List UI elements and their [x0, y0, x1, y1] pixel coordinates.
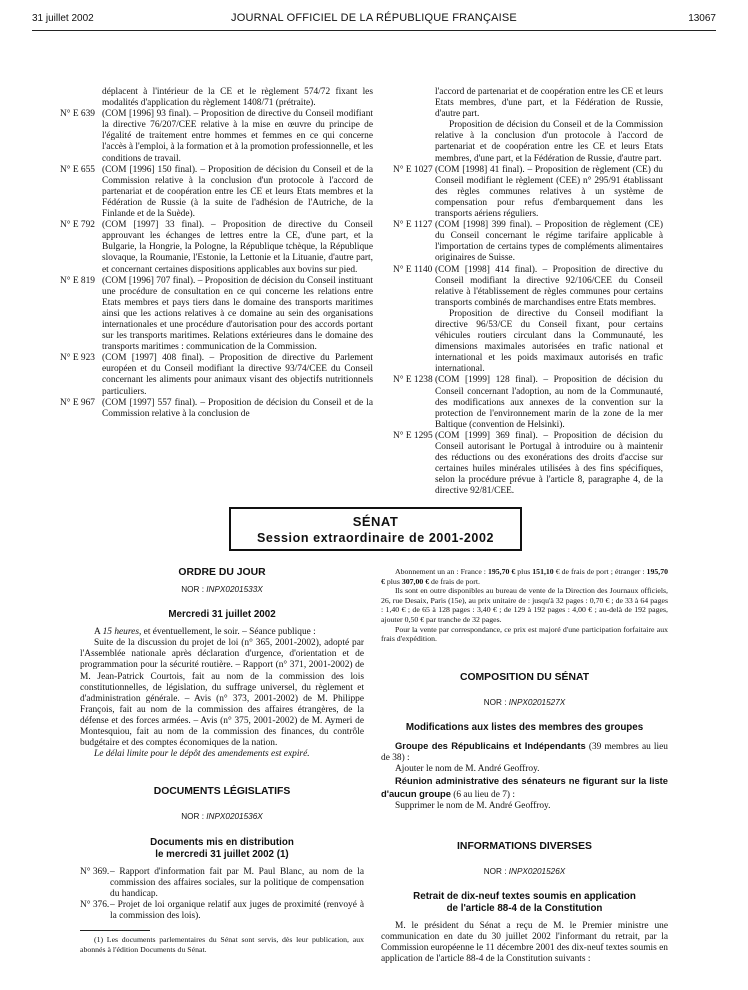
nor-code: INPX0201527X: [508, 697, 566, 707]
entry-text: (COM [1997] 33 final). – Proposition de directive du Conseil approuvant les échanges de lettres entre la CE, d'une part, et la Bulgarie, la Hongrie, la Pologne, la République tchèque, la République slovaque, la Roumanie, l'Estonie, la Lettonie et la Lituanie, d'autre part, et concernant certaines dispositions applicables aux bovins sur pied.: [102, 220, 373, 275]
section-title: INFORMATIONS DIVERSES: [457, 840, 592, 852]
entry-number: N° E 639: [60, 109, 95, 120]
list-item: [60, 165, 373, 220]
price-text: de frais de port.: [429, 576, 480, 586]
entry-text: – Projet de loi organique relatif aux juges de proximité (renvoyé à la commission des lois).: [110, 899, 364, 921]
group-name: Réunion administrative des sénateurs ne figurant sur la liste d'aucun groupe: [381, 775, 668, 800]
list-item: [393, 165, 663, 220]
nor-reference: [80, 584, 364, 595]
entry-text: (COM [1999] 369 final). – Proposition de décision du Conseil autorisant le Portugal à introduire ou à maintenir des réductions ou des exonérations des droits d'accise sur certaines huiles minérales utilisées à des fins spécifiques, selon la procédure prévue à l'article 8, paragraphe 4, de la directive 92/81/CEE.: [435, 430, 663, 497]
bottom-right-column: [381, 567, 668, 965]
entry-number: N° E 1295: [393, 430, 433, 441]
mail-order-note: Pour la vente par correspondance, ce prix est majoré d'une participation forfaitaire aux frais d'expédition.: [381, 624, 668, 644]
list-item: [80, 900, 364, 922]
list-item: [393, 265, 663, 309]
nor-reference: [80, 811, 364, 822]
nor-label: NOR :: [483, 697, 507, 707]
price-text: plus: [384, 576, 402, 586]
nor-label: NOR :: [181, 812, 204, 822]
paragraph: Proposition de décision du Conseil et de la Commission relative à la conclusion d'un protocole à l'accord de partenariat et de coopération entre les CE et leurs Etats membres, d'une part, et la Fédération de Russie, d'autre part.: [435, 120, 663, 164]
entry-text: (COM [1998] 414 final). – Proposition de directive du Conseil modifiant la directive 92/106/CEE du Conseil relative à l'établissement de règles communes pour certains transports combinés de marchandises entre Etats membres.: [435, 264, 663, 308]
top-right-column: [393, 87, 663, 497]
list-item: [393, 431, 663, 498]
entry-text: (COM [1998] 399 final). – Proposition de règlement (CE) du Conseil concernant le régime tarifaire applicable à l'importation de certains types de compléments alimentaires originaires de Suisse.: [435, 220, 663, 264]
entry-text: (COM [1997] 557 final). – Proposition de décision du Conseil et de la Commission relative à la conclusion de: [102, 397, 373, 419]
list-item: [393, 220, 663, 264]
list-item: [60, 276, 373, 354]
entry-number: N° E 1140: [393, 264, 433, 275]
nor-code: INPX0201526X: [508, 866, 566, 876]
continuation-text: déplacent à l'intérieur de la CE et le règlement 574/72 fixant les modalités d'application du règlement 1408/71 (prétraite).: [102, 87, 373, 109]
top-left-column: [60, 87, 373, 420]
footnote-divider: [80, 930, 150, 931]
group-change: [381, 775, 668, 801]
list-item: [393, 375, 663, 430]
group-action: Ajouter le nom de M. André Geoffroy.: [395, 764, 540, 775]
paragraph: Proposition de directive du Conseil modifiant la directive 96/53/CE du Conseil fixant, pour certains véhicules routiers circulant dans la Communauté, les dimensions maximales autorisées en trafic national et international et les poids maximaux autorisés en trafic international.: [435, 308, 663, 375]
header-date: 31 juillet 2002: [32, 13, 94, 24]
subsection-title: Documents mis en distribution: [150, 836, 294, 848]
entry-number: N° E 1127: [393, 220, 433, 231]
price-value: 151,10: [532, 567, 554, 576]
section-title: ORDRE DU JOUR: [178, 567, 266, 578]
session-title: SÉNAT: [352, 514, 399, 529]
section-title: DOCUMENTS LÉGISLATIFS: [153, 786, 291, 798]
unit-prices: Ils sont en outre disponibles au bureau de vente de la Direction des Journaux officiels, 26, rue Desaix, Paris (15e), au prix unitaire de : jusqu'à 32 pages : 0,70 € ; de 33 à 64 pages : 1,40 € ; de 65 à 128 pages : 3,40 € ; de 129 à 192 pages : 4,00 € ; au-delà de 192 pages, ajouter 0,50 € par tranche de 32 pages.: [381, 586, 668, 624]
entry-text: (COM [1999] 128 final). – Proposition de décision du Conseil concernant l'adoption, au nom de la Communauté, des modifications aux annexes de la convention sur la protection de l'environnement marin de la zone de la mer Baltique (convention de Helsinki).: [435, 375, 663, 430]
nor-reference: [381, 866, 668, 877]
entry-number: N° E 967: [60, 397, 95, 408]
time-value: 15 heures: [102, 627, 139, 638]
entry-number: N° 376.: [80, 899, 110, 910]
section-title: COMPOSITION DU SÉNAT: [459, 671, 590, 683]
entry-number: N° E 923: [60, 353, 95, 364]
list-item: [60, 109, 373, 164]
subsection-title: de l'article 88-4 de la Constitution: [446, 902, 603, 914]
group-action: Supprimer le nom de M. André Geoffroy.: [395, 801, 551, 812]
session-subtitle: Session extraordinaire de 2001-2002: [256, 531, 495, 545]
page-header: [32, 8, 716, 31]
price-value: 307,00 €: [401, 576, 430, 586]
entry-number: N° E 1238: [393, 375, 433, 386]
group-name: Groupe des Républicains et Indépendants: [395, 739, 586, 751]
amendment-deadline: Le délai limite pour le dépôt des amendements est expiré.: [94, 749, 310, 760]
continuation-text: l'accord de partenariat et de coopération entre les CE et leurs Etats membres, d'une part, et la Fédération de Russie, d'autre part.: [435, 87, 663, 120]
entry-text: (COM [1996] 150 final). – Proposition de décision du Conseil et de la Commission relative à la conclusion d'un protocole à l'accord de partenariat et de coopération entre les CE et leurs Etats membres et la Fédération de Russie (à la suite de l'adhésion de l'Autriche, de la Finlande et de la Suède).: [102, 164, 373, 220]
subscription-prices: [381, 567, 668, 586]
date-heading: Mercredi 31 juillet 2002: [168, 609, 276, 621]
bottom-left-column: [80, 567, 364, 954]
price-text: plus: [515, 567, 533, 576]
group-count: (39 membres au lieu de 38) :: [381, 741, 668, 764]
nor-reference: [381, 697, 668, 708]
time-suffix: , et éventuellement, le soir. – Séance publique :: [138, 627, 316, 638]
session-banner: [229, 507, 522, 551]
entry-text: (COM [1997] 408 final). – Proposition de directive du Parlement européen et du Conseil modifiant la directive 93/74/CEE du Conseil concernant les aliments pour animaux visant des objectifs nutritionnels particuliers.: [102, 353, 373, 397]
subsection-title: Modifications aux listes des membres des groupes: [405, 721, 644, 733]
price-value: 195,70 €: [487, 567, 516, 576]
entry-number: N° E 1027: [393, 164, 433, 175]
time-prefix: A: [94, 627, 101, 638]
session-time: [80, 627, 364, 638]
nor-label: NOR :: [181, 585, 204, 595]
list-item: [60, 398, 373, 420]
entry-text: (COM [1996] 707 final). – Proposition de décision du Conseil instituant une procédure de consultation en ce qui concerne les relations entre Etats membres et pays tiers dans le domaine des transports maritimes ainsi que les actions relatives à ce domaine au sein des organisations internationales et une procédure d'autorisation pour des accords portant sur les transports maritimes. Relations extérieures dans le domaine des transports maritimes : communication de la Commission.: [102, 275, 373, 353]
group-change: [381, 740, 668, 764]
footnote: (1) Les documents parlementaires du Sénat sont servis, dès leur publication, aux abonnés à l'édition Documents du Sénat.: [80, 934, 364, 954]
list-item: [60, 220, 373, 275]
nor-code: INPX0201533X: [206, 585, 263, 595]
nor-code: INPX0201536X: [206, 812, 263, 822]
entry-number: N° 369.: [80, 866, 110, 877]
entry-number: N° E 792: [60, 220, 95, 231]
group-count: (6 au lieu de 7) :: [450, 790, 515, 801]
subsection-title: le mercredi 31 juillet 2002 (1): [155, 848, 289, 860]
price-text: Abonnement un an : France :: [395, 567, 488, 576]
entry-text: (COM [1996] 93 final). – Proposition de directive du Conseil modifiant la directive 76/207/CEE relative à la mise en œuvre du principe de l'égalité de traitement entre hommes et femmes en ce qui concerne l'accès à l'emploi, à la formation et à la promotion professionnelle, et les conditions de travail.: [102, 109, 373, 164]
entry-text: – Rapport d'information fait par M. Paul Blanc, au nom de la commission des affaires sociales, sur la politique de compensation du handicap.: [110, 866, 364, 899]
list-item: [60, 353, 373, 397]
price-text: € de frais de port ; étranger :: [553, 567, 647, 576]
page-number: 13067: [688, 13, 716, 24]
paragraph: M. le président du Sénat a reçu de M. le Premier ministre une communication en date du 30 juillet 2002 l'informant du retrait, par la Commission européenne le 11 décembre 2001 des dix-neuf textes soumis en application de l'article 88-4 de la Constitution suivants :: [381, 920, 668, 964]
journal-title: JOURNAL OFFICIEL DE LA RÉPUBLIQUE FRANÇAISE: [231, 12, 517, 24]
list-item: [80, 867, 364, 900]
entry-number: N° E 655: [60, 164, 95, 175]
entry-number: N° E 819: [60, 275, 95, 286]
price-value: 195,70 €: [381, 567, 668, 586]
subsection-title: Retrait de dix-neuf textes soumis en application: [413, 890, 636, 902]
agenda-body: Suite de la discussion du projet de loi (n° 365, 2001-2002), adopté par l'Assemblée nationale après déclaration d'urgence, d'orientation et de programmation pour la sécurité routière. – Rapport (n° 371, 2001-2002) de M. Jean-Patrick Courtois, fait au nom de la commission des lois constitutionnelles, de législation, du suffrage universel, du règlement et d'administration générale. – Avis (n° 373, 2001-2002) de M. Philippe François, fait au nom de la commission des affaires étrangères, de la défense et des forces armées. – Avis (n° 375, 2001-2002) de M. Aymeri de Montesquiou, fait au nom de la commission des finances, du contrôle budgétaire et des comptes économiques de la nation.: [80, 638, 364, 749]
nor-label: NOR :: [483, 866, 507, 876]
entry-text: (COM [1998] 41 final). – Proposition de règlement (CE) du Conseil modifiant le règlement (CEE) n° 295/91 établissant des règles communes relatives à un système de compensation pour refus d'embarquement dans les transports aériens réguliers.: [435, 164, 663, 220]
